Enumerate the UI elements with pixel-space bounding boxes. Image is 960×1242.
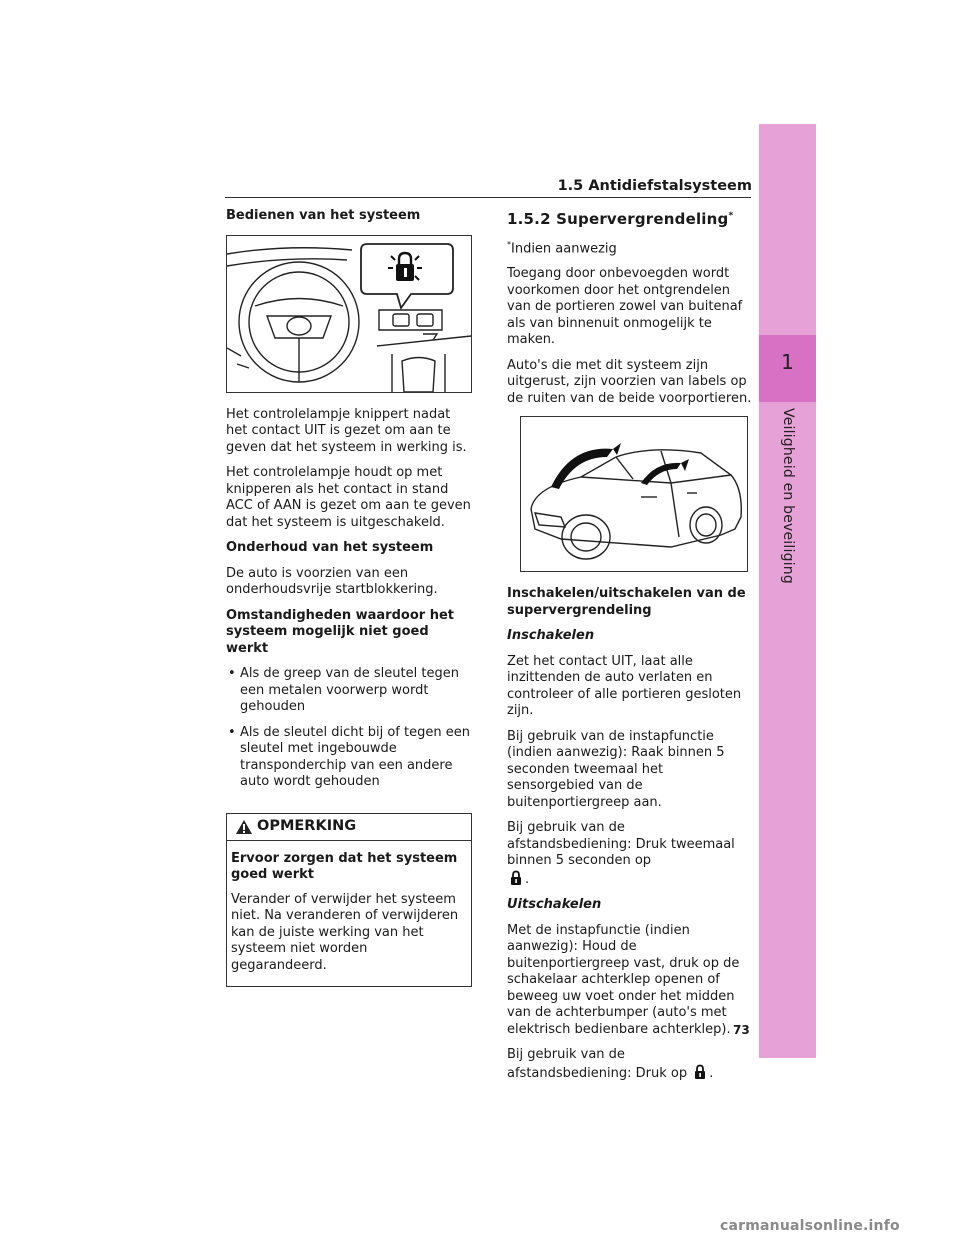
- footnote-text: Indien aanwezig: [511, 240, 617, 256]
- notice-text: Verander of verwijder het systeem niet. Na veranderen of verwijderen kan de juiste werking van het systeem niet worden gegarandeerd.: [231, 891, 459, 973]
- lock-icon: [509, 870, 523, 886]
- section-header-title: 1.5 Antidiefstalsysteem: [557, 178, 752, 194]
- notice-body: [227, 841, 471, 987]
- header-rule: [225, 197, 751, 198]
- disable-paragraph-2-end: .: [709, 1065, 714, 1081]
- enable-paragraph-3-end: .: [525, 871, 530, 887]
- chapter-number: 1: [781, 350, 794, 374]
- heading-switch: Inschakelen/uitschakelen van de supervergrendeling: [507, 586, 746, 618]
- disable-paragraph-2: [507, 1047, 753, 1082]
- section-heading: [507, 208, 753, 228]
- heading-on: Inschakelen: [507, 628, 595, 644]
- operation-paragraph-1: Het controlelampje knippert nadat het contact UIT is gezet om aan te geven dat het systeem in werking is.: [226, 406, 467, 455]
- dashboard-illustration-drawing: [227, 236, 471, 392]
- notice-box: [226, 813, 472, 988]
- operation-paragraph-2: Het controlelampje houdt op met knipperen als het contact in stand ACC of AAN is gezet om aan te geven dat het systeem is uitgeschakeld.: [226, 465, 471, 530]
- page-number: 73: [733, 1023, 750, 1037]
- notice-header: [227, 814, 471, 841]
- heading-maintenance: Onderhoud van het systeem: [226, 540, 434, 555]
- enable-paragraph-3-text: Bij gebruik van de afstandsbediening: Druk tweemaal binnen 5 seconden op: [507, 820, 735, 869]
- disable-paragraph-2-text: Bij gebruik van de afstandsbediening: Druk op: [507, 1047, 688, 1081]
- section-heading-mark: *: [728, 211, 734, 221]
- chapter-title: Veiligheid en beveiliging: [780, 408, 796, 584]
- footnote-mark: *: [507, 239, 511, 249]
- maintenance-paragraph: De auto is voorzien van een onderhoudsvrije startblokkering.: [226, 565, 438, 597]
- heading-operation: Bedienen van het systeem: [226, 208, 421, 223]
- left-column: [226, 208, 472, 987]
- enable-paragraph-3: [507, 820, 753, 888]
- enable-paragraph-1: Zet het contact UIT, laat alle inzittenden de auto verlaten en controleer of alle portieren gesloten zijn.: [507, 653, 742, 719]
- super-lock-paragraph-1: Toegang door onbevoegden wordt voorkomen door het ontgrendelen van de portieren zowel van buitenaf als van binnenuit onmogelijk te maken.: [507, 266, 743, 348]
- super-lock-paragraph-2: Auto's die met dit systeem zijn uitgerust, zijn voorzien van labels op de ruiten van de beide voorportieren.: [507, 357, 752, 406]
- warning-icon: [235, 819, 253, 835]
- notice-subheading: Ervoor zorgen dat het systeem goed werkt: [231, 850, 458, 882]
- disable-paragraph-1: Met de instapfunctie (indien aanwezig): Houd de buitenportiergreep vast, druk op de schakelaar achterklep openen of beweeg uw voet onder het midden van de achterbumper (auto's met elektrisch bedienbare achterklep).: [507, 922, 740, 1037]
- list-item: • Als de greep van de sleutel tegen een metalen voorwerp wordt gehouden: [226, 666, 472, 716]
- conditions-list: [226, 666, 472, 791]
- enable-paragraph-2: Bij gebruik van de instapfunctie (indien aanwezig): Raak binnen 5 seconden tweemaal het sensorgebied van de buitenportiergreep aan.: [507, 728, 725, 810]
- notice-title: OPMERKING: [257, 818, 357, 835]
- section-heading-text: 1.5.2 Supervergrendeling: [507, 210, 729, 228]
- car-illustration: [520, 416, 748, 572]
- heading-off: Uitschakelen: [507, 897, 602, 913]
- dashboard-illustration: [226, 235, 472, 393]
- lock-icon: [693, 1064, 707, 1080]
- watermark: carmanualsonline.info: [720, 1218, 900, 1234]
- list-item: • Als de sleutel dicht bij of tegen een sleutel met ingebouwde transponderchip van een andere auto wordt gehouden: [226, 725, 472, 791]
- footnote: [507, 237, 753, 258]
- right-column: [507, 208, 753, 1091]
- car-illustration-drawing: [521, 417, 747, 571]
- heading-conditions: Omstandigheden waardoor het systeem mogelijk niet goed werkt: [226, 607, 454, 656]
